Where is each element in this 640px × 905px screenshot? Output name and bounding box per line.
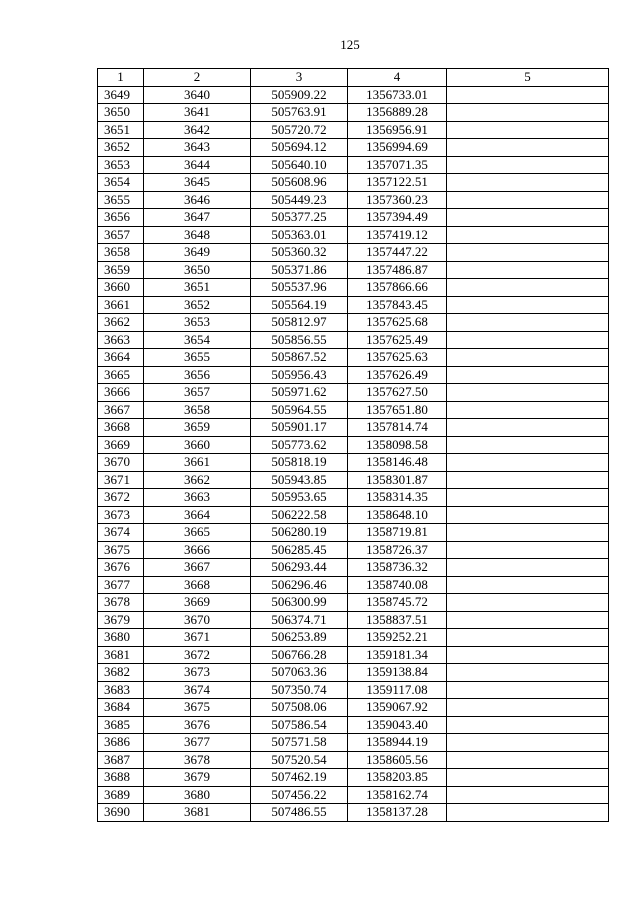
table-cell-col-3: 505953.65 <box>251 489 348 507</box>
table-cell-col-3: 505694.12 <box>251 139 348 157</box>
table-cell-col-4: 1356889.28 <box>348 104 447 122</box>
table-cell-col-5 <box>447 331 609 349</box>
table-cell-col-1: 3657 <box>98 226 144 244</box>
table-row <box>98 506 609 524</box>
table-cell-col-4: 1357625.63 <box>348 349 447 367</box>
table-cell-col-3: 506296.46 <box>251 576 348 594</box>
table-cell-col-3: 505818.19 <box>251 454 348 472</box>
table-cell-col-2: 3646 <box>144 191 251 209</box>
table-cell-col-2: 3670 <box>144 611 251 629</box>
table-cell-col-1: 3688 <box>98 769 144 787</box>
table-cell-col-5 <box>447 454 609 472</box>
table-cell-col-5 <box>447 594 609 612</box>
table-cell-col-4: 1358137.28 <box>348 804 447 822</box>
table-cell-col-1: 3680 <box>98 629 144 647</box>
table-cell-col-1: 3669 <box>98 436 144 454</box>
table-cell-col-5 <box>447 646 609 664</box>
table-cell-col-5 <box>447 489 609 507</box>
table-cell-col-3: 505564.19 <box>251 296 348 314</box>
table-cell-col-5 <box>447 769 609 787</box>
table-cell-col-2: 3673 <box>144 664 251 682</box>
table-cell-col-3: 506285.45 <box>251 541 348 559</box>
table-cell-col-1: 3655 <box>98 191 144 209</box>
table-cell-col-5 <box>447 209 609 227</box>
table-cell-col-5 <box>447 541 609 559</box>
table-row <box>98 716 609 734</box>
table-cell-col-3: 507586.54 <box>251 716 348 734</box>
page-number: 125 <box>340 37 360 52</box>
table-cell-col-4: 1357447.22 <box>348 244 447 262</box>
table-cell-col-4: 1357486.87 <box>348 261 447 279</box>
table-cell-col-2: 3651 <box>144 279 251 297</box>
table-row <box>98 699 609 717</box>
table-row <box>98 559 609 577</box>
table-cell-col-2: 3649 <box>144 244 251 262</box>
table-cell-col-3: 506280.19 <box>251 524 348 542</box>
table-row <box>98 314 609 332</box>
table-cell-col-3: 505449.23 <box>251 191 348 209</box>
table-row <box>98 594 609 612</box>
table-cell-col-2: 3659 <box>144 419 251 437</box>
table-cell-col-1: 3676 <box>98 559 144 577</box>
table-cell-col-1: 3652 <box>98 139 144 157</box>
table-row <box>98 454 609 472</box>
table-cell-col-1: 3663 <box>98 331 144 349</box>
table-cell-col-1: 3687 <box>98 751 144 769</box>
table-row <box>98 384 609 402</box>
table-cell-col-4: 1358648.10 <box>348 506 447 524</box>
table-cell-col-1: 3686 <box>98 734 144 752</box>
table-cell-col-1: 3668 <box>98 419 144 437</box>
table-cell-col-5 <box>447 86 609 104</box>
table-cell-col-5 <box>447 104 609 122</box>
table-cell-col-3: 506374.71 <box>251 611 348 629</box>
table-cell-col-5 <box>447 244 609 262</box>
table-cell-col-2: 3663 <box>144 489 251 507</box>
table-cell-col-3: 505360.32 <box>251 244 348 262</box>
table-cell-col-5 <box>447 681 609 699</box>
table-row <box>98 489 609 507</box>
table-cell-col-4: 1357843.45 <box>348 296 447 314</box>
table-cell-col-4: 1358740.08 <box>348 576 447 594</box>
table-cell-col-2: 3647 <box>144 209 251 227</box>
table-row <box>98 436 609 454</box>
table-cell-col-3: 505371.86 <box>251 261 348 279</box>
table-cell-col-5 <box>447 611 609 629</box>
table-cell-col-1: 3653 <box>98 156 144 174</box>
table-cell-col-5 <box>447 384 609 402</box>
table-cell-col-2: 3652 <box>144 296 251 314</box>
column-header-5: 5 <box>447 69 609 87</box>
table-cell-col-2: 3655 <box>144 349 251 367</box>
table-cell-col-1: 3660 <box>98 279 144 297</box>
table-cell-col-4: 1358203.85 <box>348 769 447 787</box>
table-cell-col-3: 505956.43 <box>251 366 348 384</box>
table-cell-col-4: 1358301.87 <box>348 471 447 489</box>
table-cell-col-1: 3675 <box>98 541 144 559</box>
table-cell-col-2: 3662 <box>144 471 251 489</box>
table-cell-col-5 <box>447 506 609 524</box>
table-cell-col-5 <box>447 436 609 454</box>
table-cell-col-2: 3671 <box>144 629 251 647</box>
table-cell-col-4: 1358736.32 <box>348 559 447 577</box>
column-header-1: 1 <box>98 69 144 87</box>
table-row <box>98 366 609 384</box>
table-cell-col-2: 3648 <box>144 226 251 244</box>
table-cell-col-2: 3676 <box>144 716 251 734</box>
table-cell-col-2: 3678 <box>144 751 251 769</box>
table-cell-col-3: 507571.58 <box>251 734 348 752</box>
table-cell-col-5 <box>447 261 609 279</box>
table-cell-col-1: 3682 <box>98 664 144 682</box>
table-cell-col-5 <box>447 296 609 314</box>
table-cell-col-4: 1358314.35 <box>348 489 447 507</box>
table-cell-col-4: 1357419.12 <box>348 226 447 244</box>
table-cell-col-1: 3650 <box>98 104 144 122</box>
table-cell-col-2: 3656 <box>144 366 251 384</box>
table-row <box>98 226 609 244</box>
table-row <box>98 139 609 157</box>
table-cell-col-1: 3654 <box>98 174 144 192</box>
table-cell-col-4: 1356956.91 <box>348 121 447 139</box>
table-cell-col-4: 1357866.66 <box>348 279 447 297</box>
table-row <box>98 769 609 787</box>
table-row <box>98 86 609 104</box>
table-cell-col-3: 507462.19 <box>251 769 348 787</box>
table-cell-col-3: 505377.25 <box>251 209 348 227</box>
table-cell-col-4: 1359067.92 <box>348 699 447 717</box>
table-cell-col-1: 3659 <box>98 261 144 279</box>
table-cell-col-2: 3658 <box>144 401 251 419</box>
table-cell-col-4: 1359252.21 <box>348 629 447 647</box>
table-cell-col-4: 1359138.84 <box>348 664 447 682</box>
table-cell-col-1: 3681 <box>98 646 144 664</box>
table-cell-col-2: 3653 <box>144 314 251 332</box>
table-row <box>98 244 609 262</box>
table-cell-col-5 <box>447 349 609 367</box>
table-cell-col-2: 3643 <box>144 139 251 157</box>
table-row <box>98 629 609 647</box>
table-cell-col-4: 1356733.01 <box>348 86 447 104</box>
table-cell-col-3: 505640.10 <box>251 156 348 174</box>
table-cell-col-2: 3650 <box>144 261 251 279</box>
table-row <box>98 121 609 139</box>
table-cell-col-4: 1358719.81 <box>348 524 447 542</box>
table-cell-col-1: 3689 <box>98 786 144 804</box>
table-cell-col-5 <box>447 751 609 769</box>
table-cell-col-5 <box>447 139 609 157</box>
column-header-3: 3 <box>251 69 348 87</box>
table-cell-col-5 <box>447 576 609 594</box>
table-cell-col-1: 3651 <box>98 121 144 139</box>
table-cell-col-3: 507508.06 <box>251 699 348 717</box>
table-cell-col-3: 505856.55 <box>251 331 348 349</box>
table-cell-col-1: 3683 <box>98 681 144 699</box>
table-cell-col-3: 507456.22 <box>251 786 348 804</box>
table-cell-col-5 <box>447 559 609 577</box>
table-row <box>98 541 609 559</box>
column-header-2: 2 <box>144 69 251 87</box>
table-cell-col-2: 3681 <box>144 804 251 822</box>
table-row <box>98 786 609 804</box>
table-row <box>98 156 609 174</box>
table-cell-col-5 <box>447 734 609 752</box>
table-cell-col-1: 3684 <box>98 699 144 717</box>
table-cell-col-1: 3667 <box>98 401 144 419</box>
table-cell-col-4: 1358726.37 <box>348 541 447 559</box>
table-cell-col-3: 507350.74 <box>251 681 348 699</box>
table-cell-col-4: 1358837.51 <box>348 611 447 629</box>
table-cell-col-3: 506222.58 <box>251 506 348 524</box>
coordinates-table <box>97 68 609 822</box>
table-cell-col-4: 1359117.08 <box>348 681 447 699</box>
table-row <box>98 664 609 682</box>
table-cell-col-1: 3661 <box>98 296 144 314</box>
table-row <box>98 751 609 769</box>
table-cell-col-5 <box>447 629 609 647</box>
table-cell-col-3: 505537.96 <box>251 279 348 297</box>
table-cell-col-5 <box>447 401 609 419</box>
table-row <box>98 349 609 367</box>
table-cell-col-2: 3679 <box>144 769 251 787</box>
table-cell-col-3: 505773.62 <box>251 436 348 454</box>
table-body <box>98 86 609 821</box>
table-cell-col-1: 3666 <box>98 384 144 402</box>
table-cell-col-4: 1357627.50 <box>348 384 447 402</box>
table-row <box>98 191 609 209</box>
table-cell-col-3: 505867.52 <box>251 349 348 367</box>
table-cell-col-4: 1358745.72 <box>348 594 447 612</box>
table-cell-col-1: 3679 <box>98 611 144 629</box>
table-cell-col-2: 3641 <box>144 104 251 122</box>
table-row <box>98 646 609 664</box>
table-cell-col-3: 505943.85 <box>251 471 348 489</box>
table-cell-col-1: 3678 <box>98 594 144 612</box>
table-cell-col-2: 3668 <box>144 576 251 594</box>
table-row <box>98 524 609 542</box>
table-row <box>98 611 609 629</box>
table-row <box>98 331 609 349</box>
table-cell-col-5 <box>447 419 609 437</box>
table-cell-col-5 <box>447 314 609 332</box>
table-cell-col-2: 3661 <box>144 454 251 472</box>
table-cell-col-2: 3667 <box>144 559 251 577</box>
table-cell-col-1: 3656 <box>98 209 144 227</box>
table-cell-col-3: 505901.17 <box>251 419 348 437</box>
table-cell-col-1: 3649 <box>98 86 144 104</box>
table-cell-col-2: 3680 <box>144 786 251 804</box>
table-cell-col-4: 1357394.49 <box>348 209 447 227</box>
table-cell-col-2: 3642 <box>144 121 251 139</box>
table-cell-col-4: 1358162.74 <box>348 786 447 804</box>
table-row <box>98 681 609 699</box>
table-cell-col-5 <box>447 174 609 192</box>
table-cell-col-4: 1357122.51 <box>348 174 447 192</box>
table-cell-col-2: 3666 <box>144 541 251 559</box>
table-cell-col-4: 1359043.40 <box>348 716 447 734</box>
table-cell-col-4: 1358098.58 <box>348 436 447 454</box>
table-row <box>98 209 609 227</box>
table-cell-col-5 <box>447 121 609 139</box>
table-cell-col-5 <box>447 699 609 717</box>
table-cell-col-1: 3685 <box>98 716 144 734</box>
table-cell-col-1: 3662 <box>98 314 144 332</box>
table-row <box>98 296 609 314</box>
table-cell-col-1: 3674 <box>98 524 144 542</box>
table-cell-col-1: 3658 <box>98 244 144 262</box>
table-cell-col-4: 1358944.19 <box>348 734 447 752</box>
table-row <box>98 401 609 419</box>
table-cell-col-2: 3640 <box>144 86 251 104</box>
table-cell-col-1: 3671 <box>98 471 144 489</box>
table-cell-col-5 <box>447 191 609 209</box>
table-cell-col-3: 505363.01 <box>251 226 348 244</box>
table-cell-col-3: 507063.36 <box>251 664 348 682</box>
table-cell-col-5 <box>447 471 609 489</box>
table-cell-col-5 <box>447 664 609 682</box>
table-cell-col-4: 1357814.74 <box>348 419 447 437</box>
table-cell-col-4: 1358146.48 <box>348 454 447 472</box>
table-cell-col-5 <box>447 786 609 804</box>
table-cell-col-1: 3664 <box>98 349 144 367</box>
table-row <box>98 419 609 437</box>
table-cell-col-4: 1357625.68 <box>348 314 447 332</box>
table-row <box>98 104 609 122</box>
table-cell-col-1: 3670 <box>98 454 144 472</box>
table-row <box>98 804 609 822</box>
table-cell-col-4: 1357625.49 <box>348 331 447 349</box>
table-row <box>98 261 609 279</box>
table-cell-col-5 <box>447 226 609 244</box>
table-cell-col-2: 3644 <box>144 156 251 174</box>
table-header-row <box>98 69 609 87</box>
table-row <box>98 174 609 192</box>
table-cell-col-2: 3645 <box>144 174 251 192</box>
table-cell-col-3: 507486.55 <box>251 804 348 822</box>
table-cell-col-3: 505608.96 <box>251 174 348 192</box>
table-cell-col-4: 1356994.69 <box>348 139 447 157</box>
table-cell-col-4: 1357651.80 <box>348 401 447 419</box>
table-cell-col-4: 1358605.56 <box>348 751 447 769</box>
table-cell-col-4: 1359181.34 <box>348 646 447 664</box>
table-cell-col-1: 3665 <box>98 366 144 384</box>
table-cell-col-5 <box>447 804 609 822</box>
table-cell-col-3: 505964.55 <box>251 401 348 419</box>
table-cell-col-2: 3675 <box>144 699 251 717</box>
table-cell-col-5 <box>447 366 609 384</box>
table-cell-col-4: 1357360.23 <box>348 191 447 209</box>
table-row <box>98 576 609 594</box>
table-row <box>98 471 609 489</box>
table-cell-col-2: 3677 <box>144 734 251 752</box>
table-cell-col-3: 505763.91 <box>251 104 348 122</box>
table-cell-col-1: 3673 <box>98 506 144 524</box>
table-cell-col-5 <box>447 524 609 542</box>
table-cell-col-3: 505720.72 <box>251 121 348 139</box>
table-cell-col-3: 506253.89 <box>251 629 348 647</box>
table-cell-col-1: 3672 <box>98 489 144 507</box>
table-cell-col-3: 505812.97 <box>251 314 348 332</box>
table-cell-col-1: 3690 <box>98 804 144 822</box>
table-cell-col-3: 506300.99 <box>251 594 348 612</box>
table-row <box>98 279 609 297</box>
table-cell-col-5 <box>447 279 609 297</box>
table-cell-col-2: 3660 <box>144 436 251 454</box>
table-cell-col-3: 507520.54 <box>251 751 348 769</box>
table-cell-col-3: 506766.28 <box>251 646 348 664</box>
table-cell-col-2: 3674 <box>144 681 251 699</box>
table-cell-col-3: 505971.62 <box>251 384 348 402</box>
table-cell-col-4: 1357626.49 <box>348 366 447 384</box>
table-cell-col-2: 3654 <box>144 331 251 349</box>
table-cell-col-2: 3669 <box>144 594 251 612</box>
table-cell-col-2: 3657 <box>144 384 251 402</box>
table-cell-col-2: 3664 <box>144 506 251 524</box>
table-cell-col-4: 1357071.35 <box>348 156 447 174</box>
table-cell-col-5 <box>447 716 609 734</box>
table-cell-col-2: 3672 <box>144 646 251 664</box>
table-row <box>98 734 609 752</box>
table-cell-col-3: 505909.22 <box>251 86 348 104</box>
table-cell-col-1: 3677 <box>98 576 144 594</box>
column-header-4: 4 <box>348 69 447 87</box>
table-cell-col-2: 3665 <box>144 524 251 542</box>
table-cell-col-5 <box>447 156 609 174</box>
table-cell-col-3: 506293.44 <box>251 559 348 577</box>
